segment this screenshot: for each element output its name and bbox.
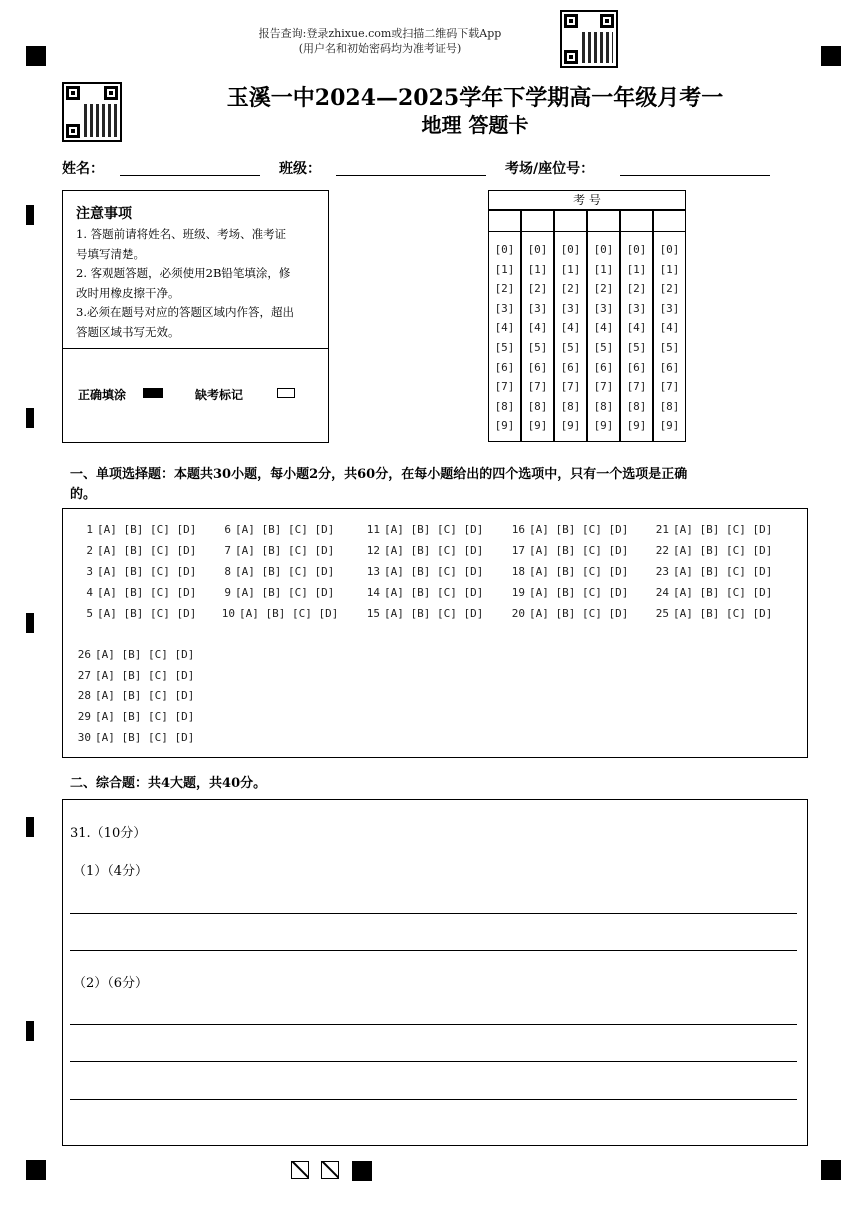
exam-digit-bubble[interactable]: [0]	[626, 243, 647, 256]
exam-digit-bubble[interactable]: [1]	[659, 262, 680, 276]
choice-question-row[interactable]	[83, 607, 196, 620]
answer-options[interactable]: [A] [B] [C] [D]	[97, 607, 197, 620]
answer-options[interactable]: [A] [B] [C] [D]	[673, 544, 773, 557]
notes-box	[62, 190, 329, 443]
answer-options[interactable]: [A] [B] [C] [D]	[529, 565, 629, 578]
exam-digit-bubble[interactable]: [9]	[494, 419, 515, 433]
answer-options[interactable]: [A] [B] [C] [D]	[673, 565, 773, 578]
choice-question-row[interactable]	[511, 586, 628, 599]
exam-digit-bubble[interactable]: [8]	[527, 399, 548, 413]
question-number: 8	[224, 565, 231, 578]
qr-code-top	[560, 10, 618, 68]
exam-digit-bubble[interactable]: [0]	[527, 243, 548, 256]
exam-digit-bubble[interactable]: [0]	[560, 243, 581, 256]
exam-digit-bubble[interactable]: [5]	[659, 340, 680, 354]
answer-options[interactable]: [A] [B] [C] [D]	[97, 565, 197, 578]
exam-digit-bubble[interactable]: [3]	[626, 301, 647, 315]
exam-digit-bubble[interactable]: [1]	[593, 262, 614, 276]
question-number: 6	[224, 523, 231, 536]
exam-digit-bubble[interactable]: [7]	[626, 380, 647, 394]
part-1-label: （1）（4分）	[73, 864, 149, 879]
exam-number-write-cell[interactable]	[654, 211, 685, 232]
answer-line[interactable]	[70, 1061, 797, 1062]
note-line: 号填写清楚。	[76, 246, 145, 261]
exam-digit-bubble[interactable]: [6]	[626, 360, 647, 374]
absent-mark-label: 缺考标记	[195, 388, 244, 402]
answer-options[interactable]: [A] [B] [C] [D]	[95, 669, 195, 682]
answer-options[interactable]: [A] [B] [C] [D]	[97, 544, 197, 557]
exam-digit-bubble[interactable]: [1]	[527, 262, 548, 276]
exam-digit-bubble[interactable]: [7]	[527, 380, 548, 394]
timing-mark	[26, 613, 34, 633]
exam-number-write-cell[interactable]	[489, 211, 520, 232]
page-subtitle: 地理 答题卡	[421, 113, 529, 137]
exam-digit-bubble[interactable]: [2]	[527, 282, 548, 296]
exam-digit-bubble[interactable]: [7]	[659, 380, 680, 394]
free-answer-box	[62, 799, 808, 1146]
answer-options[interactable]: [A] [B] [C] [D]	[235, 565, 335, 578]
choice-question-row[interactable]	[83, 544, 196, 557]
question-number: 12	[366, 544, 380, 557]
exam-digit-bubble[interactable]: [5]	[626, 340, 647, 354]
choice-question-row[interactable]	[655, 544, 772, 557]
exam-digit-bubble[interactable]: [8]	[494, 399, 515, 413]
name-label: 姓名：	[62, 161, 104, 177]
choice-question-row[interactable]	[366, 565, 483, 578]
question-number: 25	[655, 607, 669, 620]
choice-question-row[interactable]	[221, 586, 334, 599]
exam-digit-bubble[interactable]: [6]	[659, 360, 680, 374]
exam-digit-bubble[interactable]: [6]	[593, 360, 614, 374]
answer-options[interactable]: [A] [B] [C] [D]	[673, 607, 773, 620]
answer-options[interactable]: [A] [B] [C] [D]	[384, 565, 484, 578]
absent-mark-box[interactable]	[277, 388, 295, 398]
exam-number-digits	[621, 232, 652, 436]
answer-options[interactable]: [A] [B] [C] [D]	[95, 648, 195, 661]
exam-digit-bubble[interactable]: [2]	[560, 282, 581, 296]
exam-digit-bubble[interactable]: [3]	[527, 301, 548, 315]
question-number: 18	[511, 565, 525, 578]
exam-digit-bubble[interactable]: [2]	[494, 282, 515, 296]
question-number: 11	[366, 523, 380, 536]
answer-options[interactable]: [A] [B] [C] [D]	[97, 523, 197, 536]
note-line: 2. 客观题答题，必须使用2B铅笔填涂，修	[76, 266, 291, 280]
question-number: 29	[77, 710, 91, 723]
notes-divider	[63, 348, 328, 349]
exam-digit-bubble[interactable]: [8]	[560, 399, 581, 413]
exam-digit-bubble[interactable]: [9]	[527, 419, 548, 433]
part-2-label: （2）（6分）	[73, 976, 149, 991]
note-line: 1. 答题前请将姓名、班级、考场、准考证	[76, 227, 287, 241]
answer-options[interactable]: [A] [B] [C] [D]	[673, 523, 773, 536]
exam-digit-bubble[interactable]: [6]	[527, 360, 548, 374]
exam-digit-bubble[interactable]: [0]	[593, 243, 614, 256]
exam-digit-bubble[interactable]: [5]	[527, 340, 548, 354]
exam-digit-bubble[interactable]: [4]	[626, 321, 647, 335]
question-number: 13	[366, 565, 380, 578]
question-31-label: 31.（10分）	[70, 826, 147, 841]
choice-question-row[interactable]	[366, 523, 483, 536]
exam-number-column[interactable]	[521, 210, 554, 442]
page-marker-box	[321, 1161, 339, 1179]
exam-digit-bubble[interactable]: [4]	[494, 321, 515, 335]
exam-number-digits	[489, 232, 520, 436]
qr-code-left	[62, 82, 122, 142]
exam-digit-bubble[interactable]: [8]	[593, 399, 614, 413]
exam-number-column[interactable]	[554, 210, 587, 442]
question-number: 15	[366, 607, 380, 620]
choice-question-row[interactable]	[366, 586, 483, 599]
choice-question-row[interactable]	[77, 710, 194, 723]
question-number: 5	[86, 607, 93, 620]
answer-line[interactable]	[70, 1099, 797, 1100]
question-number: 1	[86, 523, 93, 536]
notice-line-2: (用户名和初始密码均为准考证号)	[298, 42, 462, 55]
corner-mark-top-right	[821, 46, 841, 66]
choice-question-row[interactable]	[511, 544, 628, 557]
exam-digit-bubble[interactable]: [0]	[659, 243, 680, 256]
exam-digit-bubble[interactable]: [8]	[659, 399, 680, 413]
exam-number-digits	[654, 232, 685, 436]
exam-digit-bubble[interactable]: [3]	[560, 301, 581, 315]
exam-digit-bubble[interactable]: [3]	[593, 301, 614, 315]
answer-options[interactable]: [A] [B] [C] [D]	[239, 607, 339, 620]
choice-question-row[interactable]	[221, 607, 338, 620]
answer-options[interactable]: [A] [B] [C] [D]	[95, 710, 195, 723]
choice-question-row[interactable]	[221, 565, 334, 578]
choice-question-row[interactable]	[655, 586, 772, 599]
exam-digit-bubble[interactable]: [4]	[527, 321, 548, 335]
answer-options[interactable]: [A] [B] [C] [D]	[235, 586, 335, 599]
exam-digit-bubble[interactable]: [7]	[593, 380, 614, 394]
exam-digit-bubble[interactable]: [9]	[659, 419, 680, 433]
question-number: 4	[86, 586, 93, 599]
note-line: 改时用橡皮擦干净。	[76, 285, 180, 300]
section1-title-cont: 的。	[70, 487, 97, 502]
answer-options[interactable]: [A] [B] [C] [D]	[529, 607, 629, 620]
exam-number-digits	[522, 232, 553, 436]
question-number: 2	[86, 544, 93, 557]
corner-mark-bottom-right	[821, 1160, 841, 1180]
answer-line[interactable]	[70, 913, 797, 914]
exam-digit-bubble[interactable]: [5]	[593, 340, 614, 354]
section2-title: 二、综合题：共4大题，共40分。	[70, 776, 267, 791]
timing-mark	[26, 205, 34, 225]
exam-digit-bubble[interactable]: [4]	[659, 321, 680, 335]
exam-digit-bubble[interactable]: [1]	[560, 262, 581, 276]
corner-mark-bottom-left	[26, 1160, 46, 1180]
correct-fill-sample	[143, 388, 163, 398]
exam-digit-bubble[interactable]: [8]	[626, 399, 647, 413]
notice-line-1: 报告查询:登录zhixue.com或扫描二维码下载App	[258, 27, 502, 40]
question-number: 7	[224, 544, 231, 557]
exam-digit-bubble[interactable]: [7]	[560, 380, 581, 394]
choice-question-row[interactable]	[77, 648, 194, 661]
choice-question-row[interactable]	[655, 607, 772, 620]
answer-options[interactable]: [A] [B] [C] [D]	[384, 586, 484, 599]
answer-options[interactable]: [A] [B] [C] [D]	[97, 586, 197, 599]
exam-digit-bubble[interactable]: [1]	[626, 262, 647, 276]
question-number: 28	[77, 689, 91, 702]
exam-number-write-cell[interactable]	[588, 211, 619, 232]
timing-mark	[26, 1021, 34, 1041]
exam-number-column[interactable]	[488, 210, 521, 442]
page-title: 玉溪一中2024—2025学年下学期高一年级月考一	[226, 85, 724, 111]
exam-digit-bubble[interactable]: [1]	[494, 262, 515, 276]
question-number: 3	[86, 565, 93, 578]
choice-question-row[interactable]	[83, 523, 196, 536]
answer-options[interactable]: [A] [B] [C] [D]	[529, 523, 629, 536]
answer-options[interactable]: [A] [B] [C] [D]	[235, 523, 335, 536]
question-number: 10	[221, 607, 235, 620]
choice-question-row[interactable]	[83, 586, 196, 599]
choice-question-row[interactable]	[77, 669, 194, 682]
question-number: 22	[655, 544, 669, 557]
choice-answer-box	[62, 508, 808, 758]
exam-digit-bubble[interactable]: [9]	[626, 419, 647, 433]
corner-mark-top-left	[26, 46, 46, 66]
page-marker-box	[291, 1161, 309, 1179]
exam-digit-bubble[interactable]: [7]	[494, 380, 515, 394]
exam-number-write-cell[interactable]	[522, 211, 553, 232]
report-query-notice	[200, 26, 560, 56]
exam-number-write-cell[interactable]	[621, 211, 652, 232]
exam-number-header: 考 号	[488, 190, 686, 210]
choice-question-row[interactable]	[366, 544, 483, 557]
answer-options[interactable]: [A] [B] [C] [D]	[529, 544, 629, 557]
notes-text	[76, 225, 321, 342]
answer-options[interactable]: [A] [B] [C] [D]	[673, 586, 773, 599]
timing-mark	[26, 408, 34, 428]
question-number: 19	[511, 586, 525, 599]
exam-number-column[interactable]	[653, 210, 686, 442]
exam-number-column[interactable]	[587, 210, 620, 442]
exam-digit-bubble[interactable]: [6]	[494, 360, 515, 374]
exam-number-grid	[488, 190, 686, 442]
exam-digit-bubble[interactable]: [4]	[560, 321, 581, 335]
question-number: 23	[655, 565, 669, 578]
answer-options[interactable]: [A] [B] [C] [D]	[95, 731, 195, 744]
exam-digit-bubble[interactable]: [2]	[626, 282, 647, 296]
notes-title: 注意事项	[76, 206, 132, 222]
question-number: 16	[511, 523, 525, 536]
timing-mark	[26, 817, 34, 837]
class-label: 班级：	[279, 161, 321, 177]
choice-question-row[interactable]	[655, 565, 772, 578]
answer-options[interactable]: [A] [B] [C] [D]	[95, 689, 195, 702]
exam-digit-bubble[interactable]: [5]	[560, 340, 581, 354]
exam-digit-bubble[interactable]: [2]	[659, 282, 680, 296]
section1-title-line: 一、单项选择题：本题共30小题，每小题2分，共60分，在每小题给出的四个选项中，只有一个选项是正确	[70, 467, 688, 482]
note-line: 3.必须在题号对应的答题区域内作答，超出	[76, 305, 294, 319]
class-field[interactable]	[336, 175, 486, 176]
seat-field[interactable]	[620, 175, 770, 176]
exam-number-digits	[555, 232, 586, 436]
answer-options[interactable]: [A] [B] [C] [D]	[235, 544, 335, 557]
exam-digit-bubble[interactable]: [4]	[593, 321, 614, 335]
note-line: 答题区域书写无效。	[76, 324, 180, 339]
exam-digit-bubble[interactable]: [5]	[494, 340, 515, 354]
page-marker-filled	[352, 1161, 372, 1181]
exam-digit-bubble[interactable]: [3]	[494, 301, 515, 315]
choice-question-row[interactable]	[83, 565, 196, 578]
choice-question-row[interactable]	[77, 689, 194, 702]
exam-number-write-cell[interactable]	[555, 211, 586, 232]
choice-question-row[interactable]	[511, 607, 628, 620]
choice-question-row[interactable]	[511, 523, 628, 536]
question-number: 9	[224, 586, 231, 599]
exam-digit-bubble[interactable]: [6]	[560, 360, 581, 374]
answer-line[interactable]	[70, 1024, 797, 1025]
question-number: 30	[77, 731, 91, 744]
exam-number-column[interactable]	[620, 210, 653, 442]
question-number: 26	[77, 648, 91, 661]
question-number: 20	[511, 607, 525, 620]
answer-options[interactable]: [A] [B] [C] [D]	[384, 523, 484, 536]
question-number: 27	[77, 669, 91, 682]
choice-question-row[interactable]	[366, 607, 483, 620]
answer-options[interactable]: [A] [B] [C] [D]	[384, 607, 484, 620]
choice-question-row[interactable]	[655, 523, 772, 536]
exam-digit-bubble[interactable]: [9]	[560, 419, 581, 433]
choice-question-row[interactable]	[221, 523, 334, 536]
question-number: 24	[655, 586, 669, 599]
exam-digit-bubble[interactable]: [2]	[593, 282, 614, 296]
exam-digit-bubble[interactable]: [9]	[593, 419, 614, 433]
question-number: 14	[366, 586, 380, 599]
question-number: 17	[511, 544, 525, 557]
choice-question-row[interactable]	[77, 731, 194, 744]
question-number: 21	[655, 523, 669, 536]
answer-options[interactable]: [A] [B] [C] [D]	[529, 586, 629, 599]
seat-label: 考场/座位号：	[505, 161, 595, 177]
exam-digit-bubble[interactable]: [0]	[494, 243, 515, 256]
choice-question-row[interactable]	[221, 544, 334, 557]
answer-options[interactable]: [A] [B] [C] [D]	[384, 544, 484, 557]
choice-question-row[interactable]	[511, 565, 628, 578]
correct-fill-label: 正确填涂	[78, 388, 127, 402]
name-field[interactable]	[120, 175, 260, 176]
exam-number-digits	[588, 232, 619, 436]
answer-line[interactable]	[70, 950, 797, 951]
exam-digit-bubble[interactable]: [3]	[659, 301, 680, 315]
section1-title	[70, 465, 800, 505]
